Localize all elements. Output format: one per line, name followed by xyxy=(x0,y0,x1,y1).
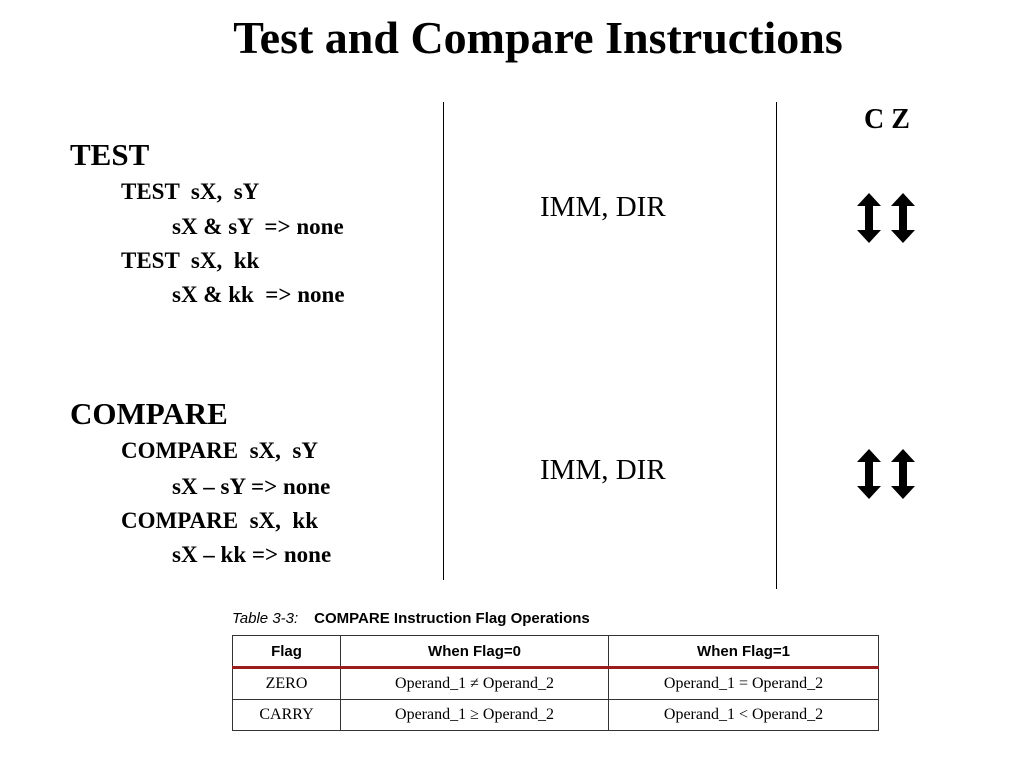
test-syntax-register: TEST sX, sY xyxy=(121,179,260,204)
zero-up-down-arrow-icon xyxy=(891,449,915,499)
test-heading: TEST xyxy=(70,137,150,172)
test-operation-constant: sX & kk => none xyxy=(172,282,345,307)
zero-up-down-arrow-icon xyxy=(891,193,915,243)
column-divider-left xyxy=(443,102,444,580)
table-row xyxy=(233,668,879,700)
compare-flag-table xyxy=(232,635,879,731)
table-caption xyxy=(232,609,590,629)
table-cell: Operand_1 ≠ Operand_2 xyxy=(341,668,609,700)
compare-flag-arrows xyxy=(855,449,921,499)
table-header-row xyxy=(233,636,879,668)
flags-header: C Z xyxy=(864,104,910,135)
table-cell: CARRY xyxy=(233,700,341,731)
test-flag-arrows xyxy=(855,193,921,243)
column-header-flag-0: When Flag=0 xyxy=(341,636,609,668)
compare-operation-constant: sX – kk => none xyxy=(172,542,332,567)
table-row xyxy=(233,700,879,731)
table-caption-title: COMPARE Instruction Flag Operations xyxy=(314,610,590,627)
compare-syntax-register: COMPARE sX, sY xyxy=(121,438,318,463)
compare-syntax-constant: COMPARE sX, kk xyxy=(121,508,319,533)
compare-heading: COMPARE xyxy=(70,396,228,431)
test-syntax-constant: TEST sX, kk xyxy=(121,248,260,273)
compare-operation-register: sX – sY => none xyxy=(172,474,331,499)
table-cell: ZERO xyxy=(233,668,341,700)
test-addressing-modes: IMM, DIR xyxy=(540,191,666,223)
slide-title: Test and Compare Instructions xyxy=(233,12,843,63)
table-cell: Operand_1 ≥ Operand_2 xyxy=(341,700,609,731)
carry-up-down-arrow-icon xyxy=(857,449,881,499)
column-header-flag: Flag xyxy=(233,636,341,668)
table-caption-number: Table 3-3: xyxy=(232,610,299,627)
carry-up-down-arrow-icon xyxy=(857,193,881,243)
column-divider-right xyxy=(776,102,777,589)
test-operation-register: sX & sY => none xyxy=(172,214,344,239)
table-cell: Operand_1 = Operand_2 xyxy=(609,668,879,700)
compare-addressing-modes: IMM, DIR xyxy=(540,454,666,486)
column-header-flag-1: When Flag=1 xyxy=(609,636,879,668)
table-cell: Operand_1 < Operand_2 xyxy=(609,700,879,731)
